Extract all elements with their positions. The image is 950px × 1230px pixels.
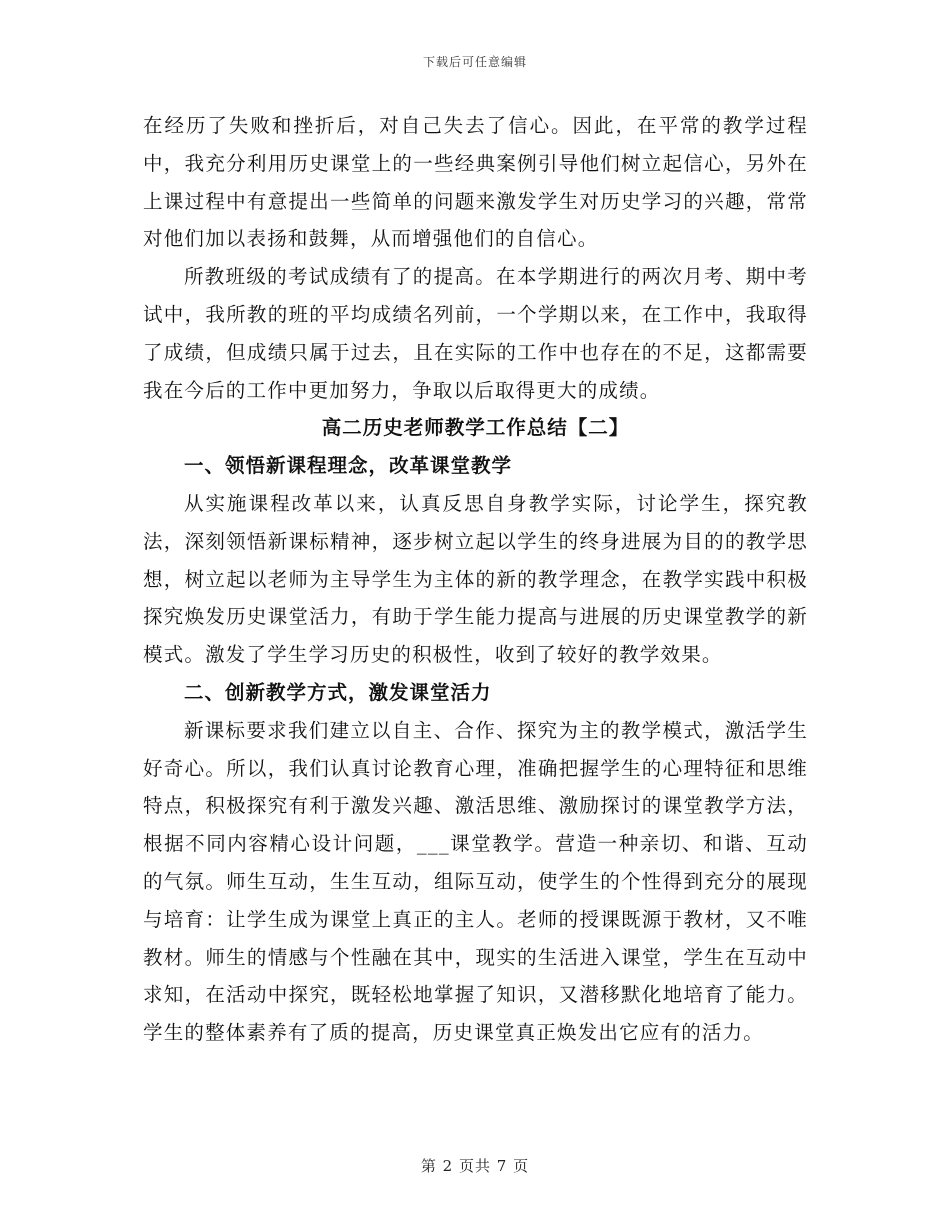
paragraph-3: 从实施课程改革以来，认真反思自身教学实际，讨论学生，探究教法，深刻领悟新课标精神，逐步树立起以学生的终身进展为目的的教学思想，树立起以老师为主导学生为主体的新的教学理念，在教学实践中积极探究焕发历史课堂活力，有助于学生能力提高与进展的历史课堂教学的新模式。激发了学生学习历史的积极性，收到了较好的教学效果。: [143, 491, 808, 667]
paragraph-1: 在经历了失败和挫折后，对自己失去了信心。因此，在平常的教学过程中，我充分利用历史课堂上的一些经典案例引导他们树立起信心，另外在上课过程中有意提出一些简单的问题来激发学生对历史学习的兴趣，常常对他们加以表扬和鼓舞，从而增强他们的自信心。: [143, 114, 808, 251]
page-header: 下载后可任意编辑: [422, 55, 527, 69]
section-title: 高二历史老师教学工作总结【二】: [321, 416, 630, 440]
paragraph-2: 所教班级的考试成绩有了的提高。在本学期进行的两次月考、期中考试中，我所教的班的平均成绩名列前，一个学期以来，在工作中，我取得了成绩，但成绩只属于过去，且在实际的工作中也存在的不足，这都需要我在今后的工作中更加努力，争取以后取得更大的成绩。: [143, 265, 808, 402]
document-body: [143, 107, 808, 1052]
heading-1: 一、领悟新课程理念，改革课堂教学: [183, 454, 512, 478]
page-footer: 第 2 页共 7 页: [420, 1157, 530, 1175]
paragraph-4: 新课标要求我们建立以自主、合作、探究为主的教学模式，激活学生好奇心。所以，我们认真讨论教育心理，准确把握学生的心理特征和思维特点，积极探究有利于激发兴趣、激活思维、激励探讨的课堂教学方法，根据不同内容精心设计问题，___课堂教学。营造一种亲切、和谐、互动的气氛。师生互动，生生互动，组际互动，使学生的个性得到充分的展现与培育：让学生成为课堂上真正的主人。老师的授课既源于教材，又不唯教材。师生的情感与个性融在其中，现实的生活进入课堂，学生在互动中求知，在活动中探究，既轻松地掌握了知识，又潜移默化地培育了能力。学生的整体素养有了质的提高，历史课堂真正焕发出它应有的活力。: [143, 718, 808, 1045]
heading-2: 二、创新教学方式，激发课堂活力: [183, 680, 492, 704]
